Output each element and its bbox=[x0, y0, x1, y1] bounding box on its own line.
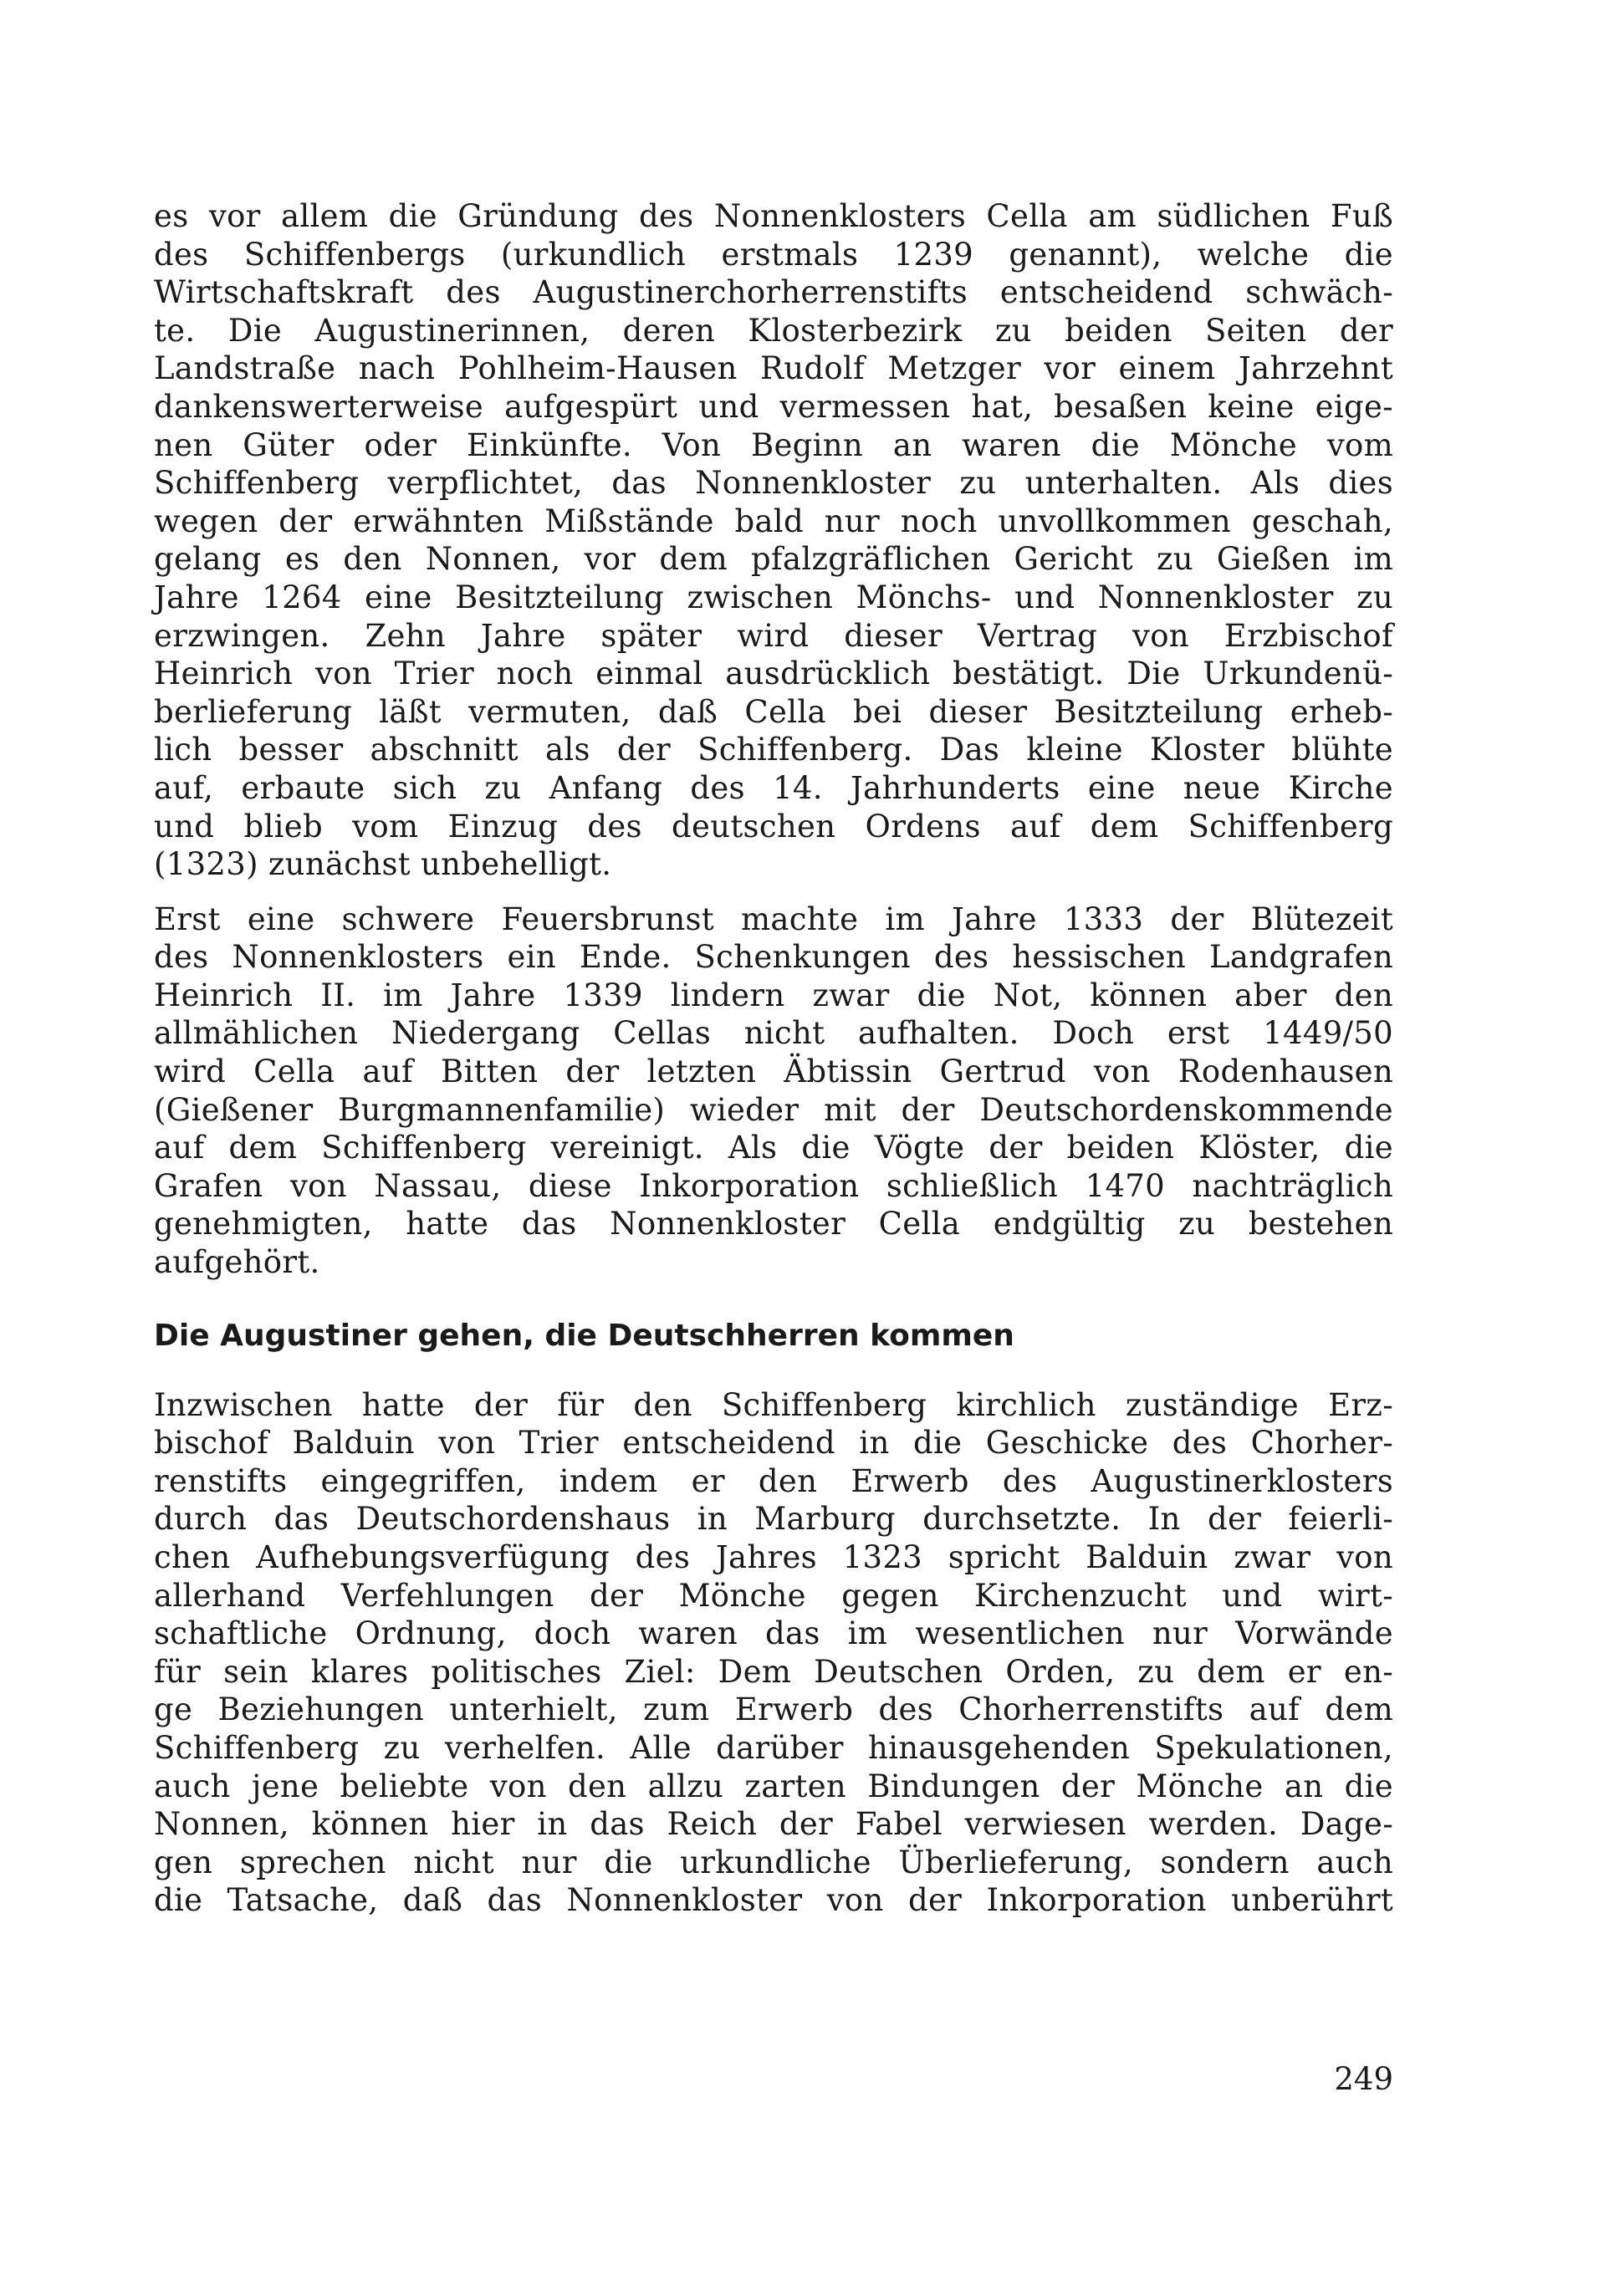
text-line: (1323) zunächst unbehelligt. bbox=[154, 846, 612, 883]
text-line: schaftliche Ordnung, doch waren das im wesentlichen nur Vorwände bbox=[154, 1615, 1393, 1652]
text-line: und blieb vom Einzug des deutschen Ordens auf dem Schiffenberg bbox=[154, 808, 1393, 844]
text-line: (Gießener Burgmannenfamilie) wieder mit der Deutschordenskommende bbox=[154, 1091, 1393, 1128]
text-line: ge Beziehungen unterhielt, zum Erwerb des Chorherrenstifts auf dem bbox=[154, 1691, 1393, 1728]
page-number: 249 bbox=[1334, 2061, 1393, 2097]
text-line: Erst eine schwere Feuersbrunst machte im Jahre 1333 der Blütezeit bbox=[154, 901, 1393, 937]
text-line: dankenswerterweise aufgespürt und vermessen hat, besaßen keine eige- bbox=[154, 388, 1393, 425]
text-line: auf dem Schiffenberg vereinigt. Als die Vögte der beiden Klöster, die bbox=[154, 1130, 1393, 1166]
text-line: wird Cella auf Bitten der letzten Äbtissin Gertrud von Rodenhausen bbox=[154, 1054, 1393, 1090]
text-line: allmählichen Niedergang Cellas nicht aufhalten. Doch erst 1449/50 bbox=[154, 1015, 1393, 1052]
text-line: auch jene beliebte von den allzu zarten Bindungen der Mönche an die bbox=[154, 1768, 1393, 1804]
text-line: Grafen von Nassau, diese Inkorporation schließlich 1470 nachträglich bbox=[154, 1167, 1393, 1204]
text-line: berlieferung läßt vermuten, daß Cella bei dieser Besitzteilung erheb- bbox=[154, 693, 1393, 730]
text-line: Schiffenberg zu verhelfen. Alle darüber hinausgehenden Spekulationen, bbox=[154, 1729, 1393, 1766]
paragraph-2 bbox=[154, 901, 1393, 1282]
page-body bbox=[154, 197, 1393, 1920]
text-line: gen sprechen nicht nur die urkundliche Überlieferung, sondern auch bbox=[154, 1844, 1393, 1880]
text-line: Jahre 1264 eine Besitzteilung zwischen Mönchs- und Nonnenkloster zu bbox=[154, 579, 1393, 615]
text-line: renstifts eingegriffen, indem er den Erwerb des Augustinerklosters bbox=[154, 1462, 1393, 1499]
text-line: Schiffenberg verpflichtet, das Nonnenkloster zu unterhalten. Als dies bbox=[154, 465, 1393, 502]
text-line: Heinrich II. im Jahre 1339 lindern zwar die Not, können aber den bbox=[154, 977, 1393, 1013]
paragraph-3 bbox=[154, 1386, 1393, 1920]
text-line: des Nonnenklosters ein Ende. Schenkungen des hessischen Landgrafen bbox=[154, 939, 1393, 976]
text-line: aufgehört. bbox=[154, 1244, 320, 1281]
paragraph-1 bbox=[154, 197, 1393, 884]
text-line: te. Die Augustinerinnen, deren Klosterbezirk zu beiden Seiten der bbox=[154, 312, 1393, 349]
text-line: erzwingen. Zehn Jahre später wird dieser Vertrag von Erzbischof bbox=[154, 617, 1393, 654]
text-line: allerhand Verfehlungen der Mönche gegen Kirchenzucht und wirt- bbox=[154, 1577, 1393, 1614]
text-line: auf, erbaute sich zu Anfang des 14. Jahrhunderts eine neue Kirche bbox=[154, 769, 1393, 806]
text-line: nen Güter oder Einkünfte. Von Beginn an waren die Mönche vom bbox=[154, 426, 1393, 463]
text-line: chen Aufhebungsverfügung des Jahres 1323 spricht Balduin zwar von bbox=[154, 1539, 1393, 1575]
text-line: des Schiffenbergs (urkundlich erstmals 1239 genannt), welche die bbox=[154, 236, 1393, 273]
text-line: die Tatsache, daß das Nonnenkloster von der Inkorporation unberührt bbox=[154, 1882, 1393, 1919]
text-line: wegen der erwähnten Mißstände bald nur noch unvollkommen geschah, bbox=[154, 503, 1393, 539]
text-line: Landstraße nach Pohlheim-Hausen Rudolf Metzger vor einem Jahrzehnt bbox=[154, 350, 1393, 387]
text-line: bischof Balduin von Trier entscheidend in die Geschicke des Chorher- bbox=[154, 1425, 1393, 1462]
section-heading: Die Augustiner gehen, die Deutschherren kommen bbox=[154, 1318, 1014, 1353]
text-line: Nonnen, können hier in das Reich der Fabel verwiesen werden. Dage- bbox=[154, 1806, 1393, 1843]
text-line: Heinrich von Trier noch einmal ausdrücklich bestätigt. Die Urkundenü- bbox=[154, 656, 1393, 692]
text-line: Inzwischen hatte der für den Schiffenberg kirchlich zuständige Erz- bbox=[154, 1386, 1393, 1423]
text-line: durch das Deutschordenshaus in Marburg durchsetzte. In der feierli- bbox=[154, 1501, 1393, 1538]
text-line: lich besser abschnitt als der Schiffenberg. Das kleine Kloster blühte bbox=[154, 732, 1393, 768]
text-line: es vor allem die Gründung des Nonnenklosters Cella am südlichen Fuß bbox=[154, 198, 1393, 234]
text-line: genehmigten, hatte das Nonnenkloster Cella endgültig zu bestehen bbox=[154, 1206, 1393, 1242]
text-line: gelang es den Nonnen, vor dem pfalzgräflichen Gericht zu Gießen im bbox=[154, 541, 1393, 578]
text-line: für sein klares politisches Ziel: Dem Deutschen Orden, zu dem er en- bbox=[154, 1653, 1393, 1690]
text-line: Wirtschaftskraft des Augustinerchorherrenstifts entscheidend schwäch- bbox=[154, 274, 1393, 311]
